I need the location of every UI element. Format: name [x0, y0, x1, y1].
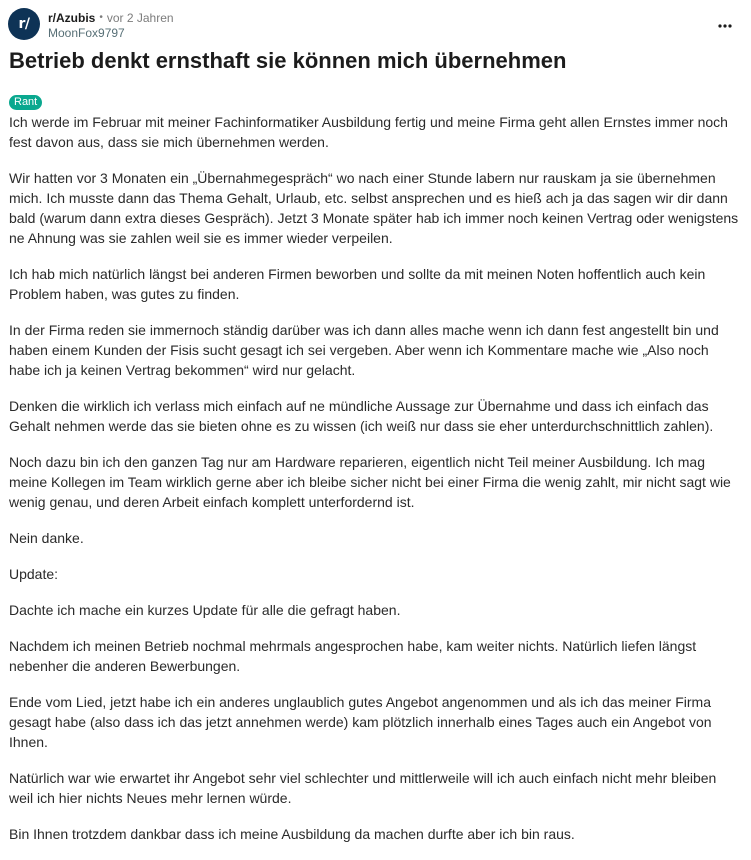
subreddit-link[interactable]: r/Azubis [48, 11, 96, 25]
body-paragraph: Ich werde im Februar mit meiner Fachinformatiker Ausbildung fertig und meine Firma geht allen Ernstes immer noch fest davon aus, dass sie mich übernehmen werden. [9, 114, 728, 150]
post-title: Betrieb denkt ernsthaft sie können mich übernehmen [9, 48, 567, 73]
subreddit-row [48, 11, 174, 25]
author-link[interactable]: MoonFox9797 [48, 26, 125, 40]
body-paragraph: Noch dazu bin ich den ganzen Tag nur am Hardware reparieren, eigentlich nicht Teil meiner Ausbildung. Ich mag meine Kollegen im Team wirklich gerne aber ich bleibe sicher nicht bei einer Firma die wenig zahlt, mir nicht sagt wie wenig genau, und deren Arbeit einfach komplett unterfordernd ist. [9, 454, 731, 510]
post-header [8, 8, 743, 42]
post-time: vor 2 Jahren [106, 11, 174, 25]
body-paragraph: Update: [9, 566, 59, 582]
body-paragraph: Denken die wirklich ich verlass mich einfach auf ne mündliche Aussage zur Übernahme und dass ich einfach das Gehalt nehmen werde das sie bieten ohne es zu wissen (ich weiß nur dass sie eher unterdurchschnittlich zahlen). [9, 398, 714, 434]
post-meta [48, 11, 174, 40]
meta-separator: • [99, 12, 103, 23]
body-paragraph: Nachdem ich meinen Betrieb nochmal mehrmals angesprochen habe, kam weiter nichts. Natürlich liefen längst nebenher die anderen Bewerbungen. [9, 638, 697, 674]
body-paragraph: In der Firma reden sie immernoch ständig darüber was ich dann alles mache wenn ich dann fest angestellt bin und haben einem Kunden der Fisis sucht gesagt ich sei vergeben. Aber wenn ich Kommentare mache wie „Also noch habe ich ja keinen Vertrag bekommen“ wird nur gelacht. [9, 322, 719, 378]
body-paragraph: Ich hab mich natürlich längst bei anderen Firmen beworben und sollte da mit meinen Noten hoffentlich auch kein Problem haben, was gutes zu finden. [9, 266, 706, 302]
more-options-icon [718, 24, 732, 28]
body-paragraph: Dachte ich mache ein kurzes Update für alle die gefragt haben. [9, 602, 401, 618]
body-paragraph: Wir hatten vor 3 Monaten ein „Übernahmegespräch“ wo nach einer Stunde labern nur rauskam ja sie übernehmen mich. Ich musste dann das Thema Gehalt, Urlaub, etc. selbst ansprechen und es hieß ach ja das sagen wir dir dann bald (warum dann extra dieses Gespräch). Jetzt 3 Monate später hab ich immer noch keinen Vertrag oder wenigstens ne Ahnung was sie zahlen weil sie es immer wieder verpeilen. [9, 170, 739, 246]
body-paragraph: Natürlich war wie erwartet ihr Angebot sehr viel schlechter und mittlerweile will ich auch einfach nicht mehr bleiben weil ich hier nichts Neues mehr lernen würde. [9, 770, 717, 806]
body-paragraph: Nein danke. [9, 530, 84, 546]
post-flair[interactable]: Rant [9, 95, 42, 110]
body-paragraph: Bin Ihnen trotzdem dankbar dass ich meine Ausbildung da machen durfte aber ich bin raus. [9, 826, 575, 842]
more-options-button[interactable] [713, 14, 737, 38]
post-body [9, 112, 743, 860]
body-paragraph: Ende vom Lied, jetzt habe ich ein anderes unglaublich gutes Angebot angenommen und als ich das meiner Firma gesagt habe (also dass ich das jetzt annehmen werde) kam plötzlich innerhalb eines Tages auch ein Angebot von Ihnen. [9, 694, 712, 750]
subreddit-avatar[interactable]: r/ [8, 8, 40, 40]
